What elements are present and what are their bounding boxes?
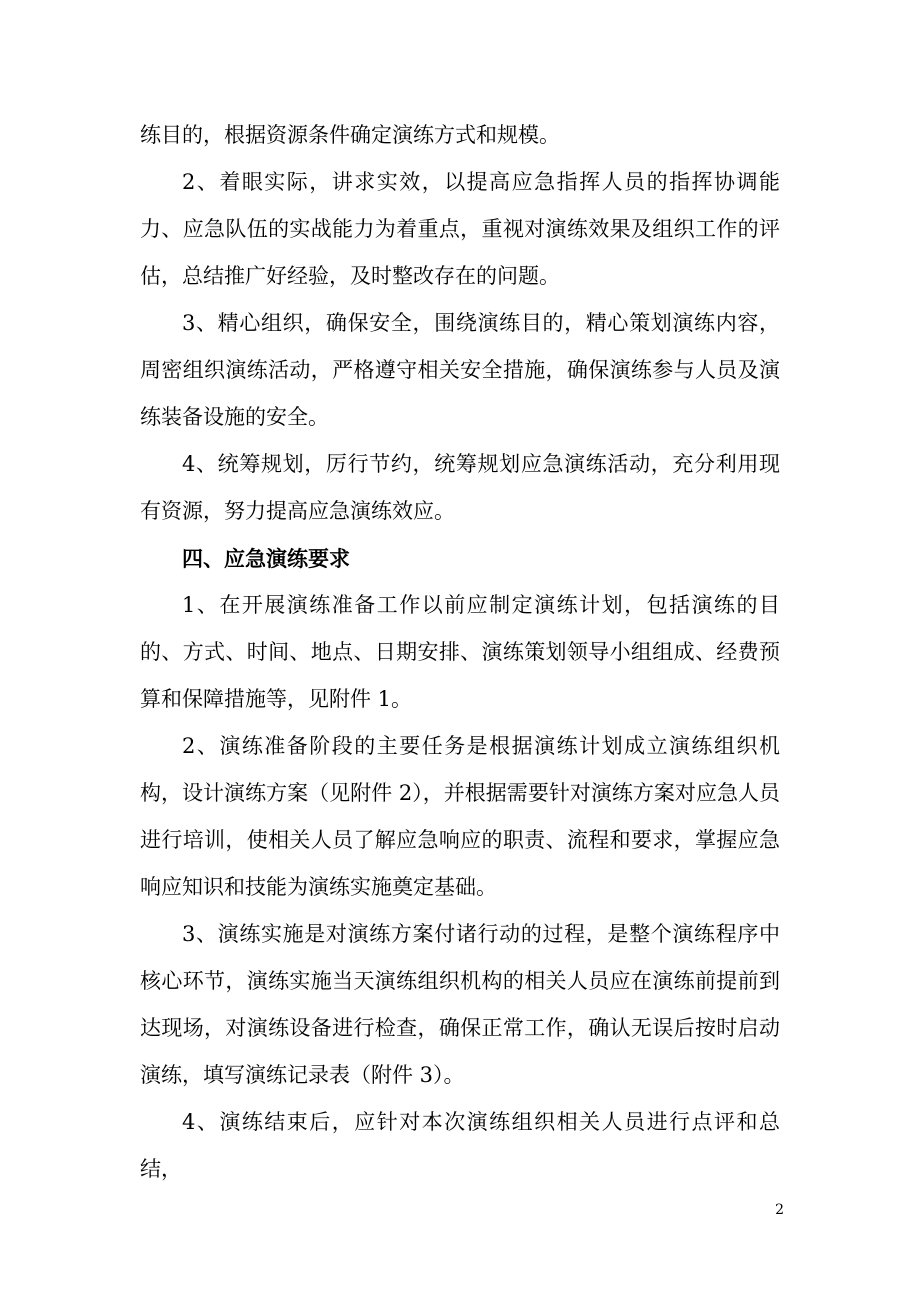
page-number: 2 bbox=[775, 1202, 784, 1218]
document-body bbox=[140, 112, 780, 1193]
paragraph-requirement-2: 2、演练准备阶段的主要任务是根据演练计划成立演练组织机构，设计演练方案（见附件 2），并根据需要针对演练方案对应急人员进行培训，使相关人员了解应急响应的职责、流程和要求，掌握应急响应知识和技能为演练实施奠定基础。 bbox=[140, 734, 780, 899]
paragraph-requirement-4: 4、演练结束后，应针对本次演练组织相关人员进行点评和总结， bbox=[140, 1110, 780, 1181]
paragraph-requirement-3: 3、演练实施是对演练方案付诸行动的过程，是整个演练程序中核心环节，演练实施当天演练组织机构的相关人员应在演练前提前到达现场，对演练设备进行检查，确保正常工作，确认无误后按时启动演练，填写演练记录表（附件 3）。 bbox=[140, 922, 780, 1087]
paragraph-item-3-safety: 3、精心组织，确保安全，围绕演练目的，精心策划演练内容，周密组织演练活动，严格遵守相关安全措施，确保演练参与人员及演练装备设施的安全。 bbox=[140, 311, 780, 429]
paragraph-requirement-1: 1、在开展演练准备工作以前应制定演练计划，包括演练的目的、方式、时间、地点、日期安排、演练策划领导小组组成、经费预算和保障措施等，见附件 1。 bbox=[140, 593, 780, 711]
paragraph-continuation: 练目的，根据资源条件确定演练方式和规模。 bbox=[140, 123, 560, 147]
section-heading-requirements: 四、应急演练要求 bbox=[182, 546, 350, 571]
paragraph-item-2-practical: 2、着眼实际，讲求实效，以提高应急指挥人员的指挥协调能力、应急队伍的实战能力为着重点，重视对演练效果及组织工作的评估，总结推广好经验，及时整改存在的问题。 bbox=[140, 170, 780, 288]
paragraph-item-4-planning: 4、统筹规划，厉行节约，统筹规划应急演练活动，充分利用现有资源，努力提高应急演练效应。 bbox=[140, 452, 780, 523]
